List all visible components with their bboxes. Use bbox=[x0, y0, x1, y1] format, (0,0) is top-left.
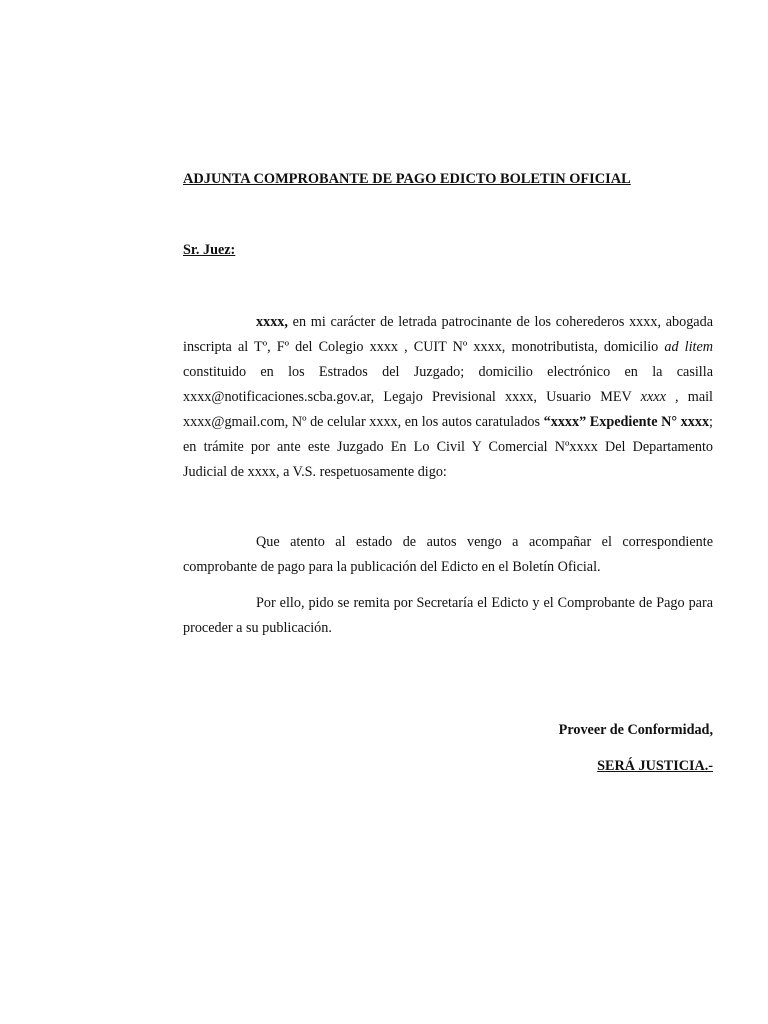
paragraph-text: en mi carácter de letrada patrocinante de los coherederos xxxx, abogada inscripta al Tº, Fº del Colegio xxxx , CUIT Nº xxxx, monotributista, domicilio bbox=[183, 314, 713, 355]
latin-term: ad litem bbox=[664, 339, 714, 355]
mev-user: xxxx , bbox=[640, 389, 679, 405]
document-title: ADJUNTA COMPROBANTE DE PAGO EDICTO BOLETIN OFICIAL bbox=[183, 171, 631, 187]
party-name: xxxx, bbox=[256, 314, 288, 330]
paragraph-petition: Por ello, pido se remita por Secretaría el Edicto y el Comprobante de Pago para proceder a su publicación. bbox=[183, 595, 713, 636]
paragraph-text: ; en trámite por ante este Juzgado En Lo Civil Y Comercial Nºxxxx Del Departamento Judicial de xxxx, a V.S. respetuosamente digo: bbox=[183, 414, 713, 480]
paragraph-text: constituido en los Estrados del Juzgado; domicilio electrónico en la casilla xxxx@notificaciones.scba.gov.ar, Legajo Previsional xxxx, Usuario MEV bbox=[183, 364, 713, 405]
salutation: Sr. Juez: bbox=[183, 242, 236, 258]
paragraph-text: mail xxxx@gmail.com, Nº de celular xxxx, en los autos caratulados bbox=[183, 389, 713, 430]
closing-line: Proveer de Conformidad, bbox=[558, 722, 713, 738]
case-reference: “xxxx” Expediente N° xxxx bbox=[543, 414, 710, 430]
paragraph-request: Que atento al estado de autos vengo a acompañar el correspondiente comprobante de pago para la publicación del Edicto en el Boletín Oficial. bbox=[183, 534, 713, 575]
paragraph-presentation bbox=[183, 310, 713, 485]
signoff-line: SERÁ JUSTICIA.- bbox=[597, 758, 713, 774]
